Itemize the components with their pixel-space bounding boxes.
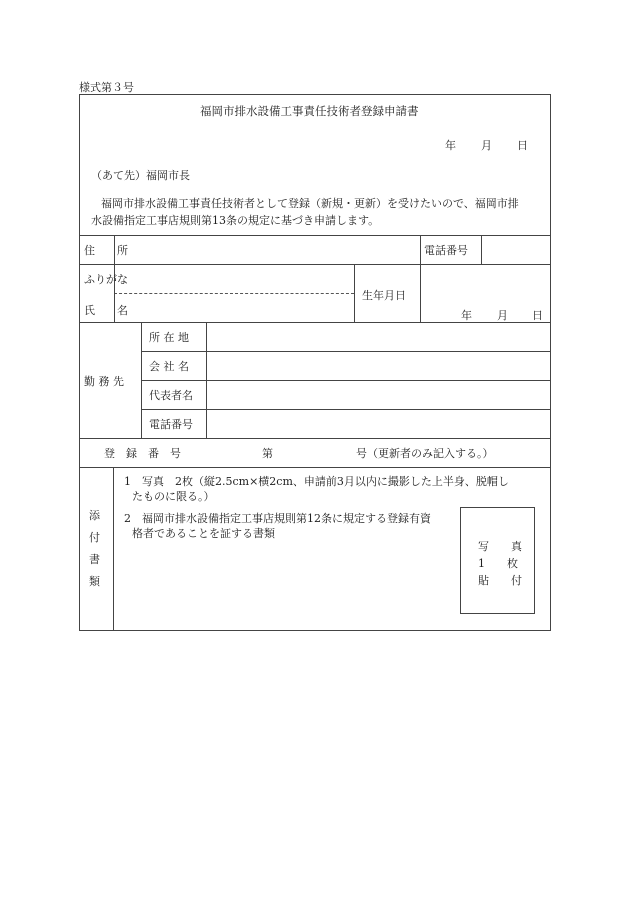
frame-right <box>550 94 551 631</box>
rule-furigana-dashed <box>114 293 354 294</box>
phone-label: 電話番号 <box>424 244 468 257</box>
rule-address-bottom <box>79 264 551 265</box>
page-title: 福岡市排水設備工事責任技術者登録申請書 <box>200 104 419 118</box>
col-workplace-divider-2 <box>206 322 207 438</box>
attachment-item1-line1: 1 写真 2枚（縦2.5cm×横2cm、申請前3月以内に撮影した上半身、脱帽し <box>124 475 509 488</box>
col-workplace-divider-1 <box>141 322 142 438</box>
date-day-label: 日 <box>517 139 528 152</box>
rule-representative-bottom <box>141 409 551 410</box>
company-label: 会 社 名 <box>149 360 189 373</box>
col-birth-divider-1 <box>354 264 355 322</box>
photo-box-line3: 貼 付 <box>478 574 522 587</box>
attachments-label <box>89 505 100 593</box>
body-text-line1: 福岡市排水設備工事責任技術者として登録（新規・更新）を受けたいので、福岡市排 <box>101 197 519 210</box>
col-attach-divider <box>113 467 114 630</box>
location-label: 所 在 地 <box>149 331 189 344</box>
frame-left <box>79 94 80 631</box>
birth-day-label: 日 <box>532 309 543 322</box>
addressee: （あて先）福岡市長 <box>91 169 190 182</box>
attachments-char-3: 書 <box>89 553 100 566</box>
name-label: 氏 名 <box>84 304 128 317</box>
attachment-item2-line2: 格者であることを証する書類 <box>132 527 275 540</box>
photo-box-line2: 1 枚 <box>478 557 518 570</box>
date-month-label: 月 <box>481 139 492 152</box>
date-year-label: 年 <box>445 139 456 152</box>
registration-dai: 第 <box>262 447 273 460</box>
photo-box-line1: 写 真 <box>478 540 522 553</box>
col-birth-divider-2 <box>420 264 421 322</box>
registration-number-label: 登 録 番 号 <box>104 447 181 460</box>
rule-name-bottom <box>79 322 551 323</box>
address-label: 住 所 <box>84 244 128 257</box>
attachments-char-2: 付 <box>89 531 100 544</box>
frame-bottom <box>79 630 551 631</box>
attachments-char-1: 添 <box>89 509 100 522</box>
birth-year-label: 年 <box>461 309 472 322</box>
attachment-item2-line1: 2 福岡市排水設備指定工事店規則第12条に規定する登録有資 <box>124 512 431 525</box>
birthdate-label: 生年月日 <box>362 289 406 302</box>
rule-workplace-bottom <box>79 438 551 439</box>
rule-company-bottom <box>141 380 551 381</box>
rule-location-bottom <box>141 351 551 352</box>
form-number: 様式第３号 <box>79 81 134 94</box>
frame-top <box>79 94 551 95</box>
registration-note: 号（更新者のみ記入する。） <box>356 447 494 460</box>
attachment-item1-line2: たものに限る。） <box>132 490 215 503</box>
birth-month-label: 月 <box>497 309 508 322</box>
col-phone-divider-2 <box>481 235 482 264</box>
body-text-line2: 水設備指定工事店規則第13条の規定に基づき申請します。 <box>91 214 380 227</box>
workplace-label: 勤 務 先 <box>84 375 124 388</box>
col-phone-divider-1 <box>420 235 421 264</box>
representative-label: 代表者名 <box>149 389 193 402</box>
attachments-char-4: 類 <box>89 575 100 588</box>
work-phone-label: 電話番号 <box>149 418 193 431</box>
furigana-label: ふりがな <box>84 273 128 286</box>
rule-registration-bottom <box>79 467 551 468</box>
